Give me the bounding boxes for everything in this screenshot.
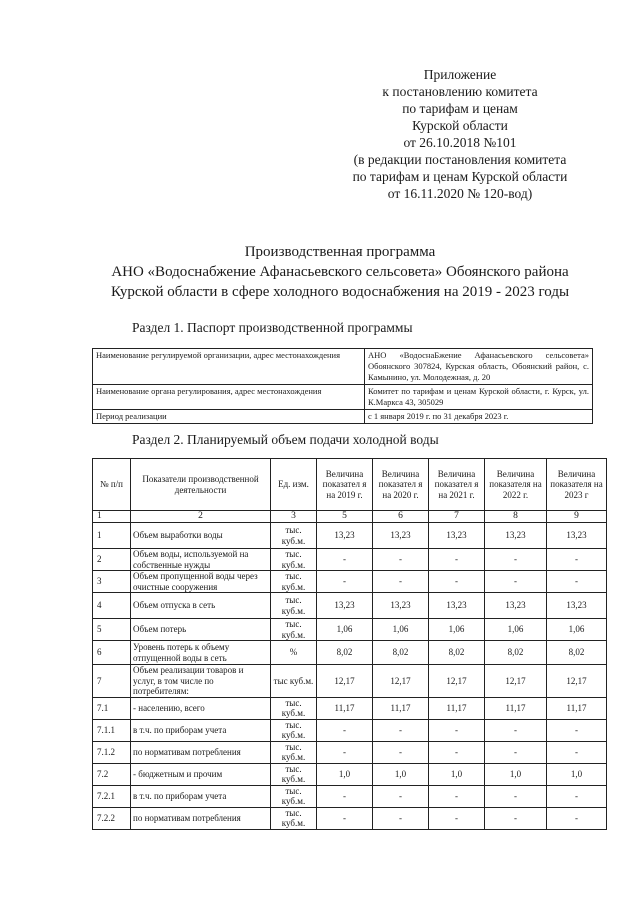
row-indicator: по нормативам потребления: [131, 807, 271, 829]
title-line-2: АНО «Водоснабжение Афанасьевского сельсовета» Обоянского района: [111, 264, 569, 280]
row-indicator: Объем выработки воды: [131, 523, 271, 549]
table-row: [93, 571, 607, 593]
document-title: [60, 242, 620, 302]
table-row: [93, 641, 607, 665]
row-value-2023: 11,17: [547, 697, 607, 719]
row-value-2021: -: [429, 719, 485, 741]
row-value-2019: -: [317, 549, 373, 571]
table-row: [93, 523, 607, 549]
row-indicator: Объем реализации товаров и услуг, в том числе по потребителям:: [131, 665, 271, 698]
row-value-2020: 12,17: [373, 665, 429, 698]
row-number: 1: [93, 523, 131, 549]
row-value-2020: -: [373, 785, 429, 807]
row-value-2019: 12,17: [317, 665, 373, 698]
column-number: 2: [131, 511, 271, 523]
header-row: [93, 459, 607, 511]
row-value-2021: -: [429, 785, 485, 807]
row-value-2020: 1,0: [373, 763, 429, 785]
row-unit: тыс. куб.м.: [271, 571, 317, 593]
table-row: [93, 785, 607, 807]
row-value-2019: -: [317, 741, 373, 763]
row-unit: тыс. куб.м.: [271, 593, 317, 619]
row-unit: тыс куб.м.: [271, 665, 317, 698]
header-indicator: Показатели производственной деятельности: [131, 459, 271, 511]
row-value-2021: 13,23: [429, 523, 485, 549]
row-value-2021: -: [429, 741, 485, 763]
row-value-2023: 8,02: [547, 641, 607, 665]
row-unit: тыс. куб.м.: [271, 741, 317, 763]
appendix-line: от 16.11.2020 № 120-вод): [387, 186, 533, 201]
header-unit: Ед. изм.: [271, 459, 317, 511]
row-value-2021: 11,17: [429, 697, 485, 719]
row-value-2022: -: [485, 549, 547, 571]
row-value-2019: -: [317, 571, 373, 593]
row-unit: тыс. куб.м.: [271, 549, 317, 571]
row-value-2019: 13,23: [317, 523, 373, 549]
header-2020: Величина показател я на 2020 г.: [373, 459, 429, 511]
appendix-line: по тарифам и ценам Курской области: [352, 169, 568, 184]
row-value-2022: -: [485, 741, 547, 763]
row-number: 2: [93, 549, 131, 571]
appendix-line: по тарифам и ценам: [402, 101, 518, 116]
row-value-2019: 13,23: [317, 593, 373, 619]
row-value-2022: 12,17: [485, 665, 547, 698]
row-value-2021: 1,06: [429, 619, 485, 641]
row-value-2021: -: [429, 549, 485, 571]
table-row: [93, 619, 607, 641]
row-indicator: Уровень потерь к объему отпущенной воды в сеть: [131, 641, 271, 665]
row-number: 7.1.1: [93, 719, 131, 741]
row-unit: %: [271, 641, 317, 665]
appendix-line: Приложение: [423, 67, 497, 82]
row-value-2022: 8,02: [485, 641, 547, 665]
row-value-2022: -: [485, 571, 547, 593]
passport-label: Период реализации: [93, 410, 365, 424]
appendix-line: Курской области: [412, 118, 508, 133]
row-value-2023: 1,0: [547, 763, 607, 785]
table-row: [93, 665, 607, 698]
plan-table-body: [93, 523, 607, 830]
passport-row: [93, 349, 593, 385]
plan-table: [92, 458, 607, 830]
row-value-2020: 1,06: [373, 619, 429, 641]
column-number: 8: [485, 511, 547, 523]
row-indicator: Объем пропущенной воды через очистные сооружения: [131, 571, 271, 593]
table-row: [93, 697, 607, 719]
row-value-2019: 8,02: [317, 641, 373, 665]
row-value-2020: 8,02: [373, 641, 429, 665]
row-value-2022: -: [485, 785, 547, 807]
passport-row: [93, 410, 593, 424]
row-number: 7.2.1: [93, 785, 131, 807]
section-1-heading: Раздел 1. Паспорт производственной программы: [132, 320, 413, 335]
row-number: 6: [93, 641, 131, 665]
row-unit: тыс. куб.м.: [271, 719, 317, 741]
row-number: 7.1: [93, 697, 131, 719]
row-number: 7.1.2: [93, 741, 131, 763]
column-number: 7: [429, 511, 485, 523]
row-value-2020: -: [373, 807, 429, 829]
table-row: [93, 593, 607, 619]
row-indicator: по нормативам потребления: [131, 741, 271, 763]
row-value-2022: 13,23: [485, 523, 547, 549]
row-value-2021: 12,17: [429, 665, 485, 698]
appendix-line: (в редакции постановления комитета: [353, 152, 567, 167]
table-row: [93, 719, 607, 741]
appendix-line: к постановлению комитета: [382, 84, 538, 99]
column-number: 6: [373, 511, 429, 523]
header-2022: Величина показателя на 2022 г.: [485, 459, 547, 511]
row-number: 3: [93, 571, 131, 593]
column-number: 9: [547, 511, 607, 523]
table-row: [93, 741, 607, 763]
row-indicator: в т.ч. по приборам учета: [131, 719, 271, 741]
row-value-2019: -: [317, 785, 373, 807]
row-value-2023: -: [547, 571, 607, 593]
row-value-2022: -: [485, 719, 547, 741]
row-value-2020: 13,23: [373, 593, 429, 619]
row-value-2021: 13,23: [429, 593, 485, 619]
row-value-2023: 13,23: [547, 523, 607, 549]
passport-row: [93, 385, 593, 410]
row-indicator: Объем потерь: [131, 619, 271, 641]
row-indicator: - населению, всего: [131, 697, 271, 719]
row-value-2023: -: [547, 807, 607, 829]
row-value-2019: 11,17: [317, 697, 373, 719]
row-number: 4: [93, 593, 131, 619]
row-unit: тыс. куб.м.: [271, 619, 317, 641]
row-value-2020: -: [373, 741, 429, 763]
row-value-2021: 1,0: [429, 763, 485, 785]
header-num: № п/п: [93, 459, 131, 511]
passport-value: Комитет по тарифам и ценам Курской области, г. Курск, ул. К.Маркса 43, 305029: [365, 385, 593, 410]
row-value-2019: -: [317, 807, 373, 829]
title-line-3: Курской области в сфере холодного водоснабжения на 2019 - 2023 годы: [110, 284, 570, 300]
row-indicator: в т.ч. по приборам учета: [131, 785, 271, 807]
column-number: 5: [317, 511, 373, 523]
passport-table: [92, 348, 593, 424]
appendix-block: [320, 66, 600, 202]
row-value-2020: 13,23: [373, 523, 429, 549]
row-value-2023: 1,06: [547, 619, 607, 641]
row-value-2021: -: [429, 571, 485, 593]
row-value-2022: 1,06: [485, 619, 547, 641]
title-line-1: Производственная программа: [244, 244, 436, 260]
row-number: 7: [93, 665, 131, 698]
passport-label: Наименование регулируемой организации, адрес местонахождения: [93, 349, 365, 385]
row-value-2022: 13,23: [485, 593, 547, 619]
row-value-2022: -: [485, 807, 547, 829]
table-row: [93, 549, 607, 571]
row-value-2019: 1,0: [317, 763, 373, 785]
row-indicator: Объем воды, используемой на собственные нужды: [131, 549, 271, 571]
row-value-2022: 1,0: [485, 763, 547, 785]
row-unit: тыс. куб.м.: [271, 697, 317, 719]
row-value-2020: 11,17: [373, 697, 429, 719]
row-value-2022: 11,17: [485, 697, 547, 719]
row-number: 7.2.2: [93, 807, 131, 829]
header-2021: Величина показател я на 2021 г.: [429, 459, 485, 511]
row-value-2023: -: [547, 741, 607, 763]
passport-value: с 1 января 2019 г. по 31 декабря 2023 г.: [365, 410, 593, 424]
appendix-line: от 26.10.2018 №101: [403, 135, 517, 150]
row-value-2023: -: [547, 549, 607, 571]
row-value-2020: -: [373, 571, 429, 593]
row-unit: тыс. куб.м.: [271, 785, 317, 807]
row-value-2023: 12,17: [547, 665, 607, 698]
row-value-2021: -: [429, 807, 485, 829]
row-number: 5: [93, 619, 131, 641]
section-2-heading: Раздел 2. Планируемый объем подачи холодной воды: [132, 432, 439, 447]
row-unit: тыс. куб.м.: [271, 763, 317, 785]
row-value-2020: -: [373, 719, 429, 741]
row-value-2023: -: [547, 785, 607, 807]
column-number: 3: [271, 511, 317, 523]
table-row: [93, 807, 607, 829]
row-value-2021: 8,02: [429, 641, 485, 665]
row-indicator: - бюджетным и прочим: [131, 763, 271, 785]
passport-label: Наименование органа регулирования, адрес местонахождения: [93, 385, 365, 410]
row-value-2019: 1,06: [317, 619, 373, 641]
row-unit: тыс. куб.м.: [271, 807, 317, 829]
row-indicator: Объем отпуска в сеть: [131, 593, 271, 619]
row-value-2020: -: [373, 549, 429, 571]
table-row: [93, 763, 607, 785]
row-number: 7.2: [93, 763, 131, 785]
row-value-2019: -: [317, 719, 373, 741]
row-value-2023: 13,23: [547, 593, 607, 619]
row-unit: тыс. куб.м.: [271, 523, 317, 549]
passport-value: АНО «ВодоснаБжение Афанасьевского сельсовета» Обоянского 307824, Курская область, Обоянский район, с. Камынино, ул. Молодежная, д. 20: [365, 349, 593, 385]
header-2023: Величина показателя на 2023 г: [547, 459, 607, 511]
header-2019: Величина показател я на 2019 г.: [317, 459, 373, 511]
column-number: 1: [93, 511, 131, 523]
column-number-row: [93, 511, 607, 523]
row-value-2023: -: [547, 719, 607, 741]
